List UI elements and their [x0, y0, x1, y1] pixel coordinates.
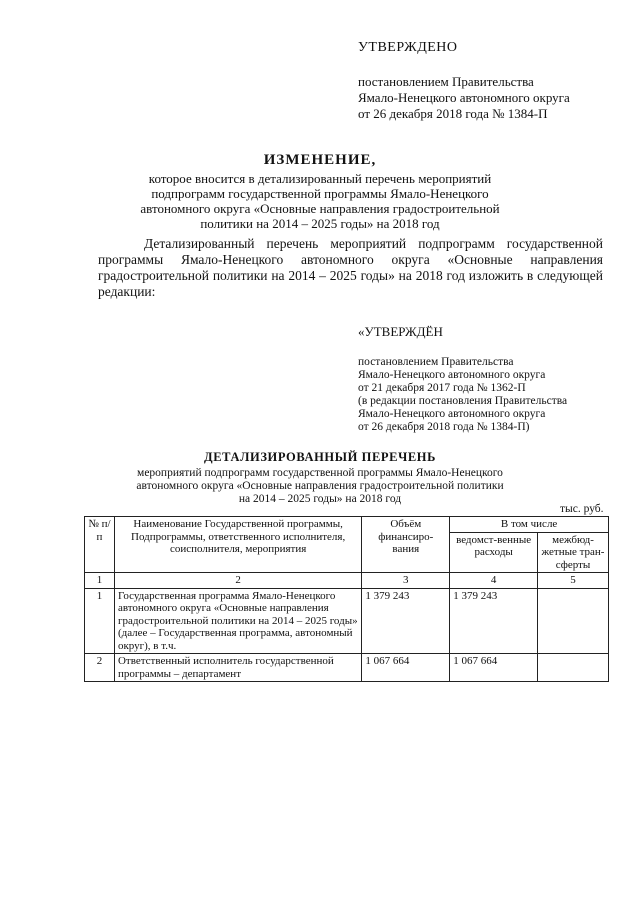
unit-label: тыс. руб. — [560, 503, 604, 515]
heading-line: политики на 2014 – 2025 годы» на 2018 год — [200, 216, 440, 231]
approval2-line: (в редакции постановления Правительства — [358, 395, 568, 407]
row-dept: 1 379 243 — [450, 588, 538, 654]
column-number: 3 — [362, 573, 450, 589]
column-number: 2 — [114, 573, 361, 589]
approval2-line: Ямало-Ненецкого автономного округа — [358, 369, 546, 381]
header-dept: ведомст-венные расходы — [450, 532, 538, 573]
approval-line: от 26 декабря 2018 года № 1384-П — [358, 106, 548, 121]
heading-line: которое вносится в детализированный перечень мероприятий — [148, 171, 492, 186]
row-num: 2 — [85, 654, 115, 682]
approval2-title: «УТВЕРЖДЁН — [358, 324, 443, 339]
document-title: ИЗМЕНЕНИЕ, — [263, 152, 377, 168]
approval2-line: от 26 декабря 2018 года № 1384-П) — [358, 421, 530, 433]
heading-line: автономного округа «Основные направления градостроительной — [140, 201, 500, 216]
column-number: 1 — [85, 573, 115, 589]
row-dept: 1 067 664 — [450, 654, 538, 682]
approval2-line: постановлением Правительства — [358, 356, 514, 368]
column-number: 4 — [450, 573, 538, 589]
list-heading — [110, 450, 530, 506]
header-inter: межбюд-жетные тран-сферты — [538, 532, 609, 573]
table-row — [85, 588, 609, 654]
row-name: Ответственный исполнитель государственной программы – департамент — [114, 654, 361, 682]
header-including: В том числе — [450, 517, 609, 533]
column-number-row — [85, 573, 609, 589]
approval2-block — [358, 324, 618, 434]
approval2-line: от 21 декабря 2017 года № 1362-П — [358, 382, 526, 394]
list-title: ДЕТАЛИЗИРОВАННЫЙ ПЕРЕЧЕНЬ — [204, 450, 436, 464]
body-paragraph: Детализированный перечень мероприятий подпрограмм государственной программы Ямало-Ненецкого автономного округа «Основные направления градостроительной политики на 2014 – 2025 годы» на 2018 год изложить в следующей редакции: — [98, 236, 603, 299]
row-volume: 1 067 664 — [362, 654, 450, 682]
table-row — [85, 654, 609, 682]
list-subtitle-line: на 2014 – 2025 годы» на 2018 год — [238, 493, 402, 505]
heading-line: подпрограмм государственной программы Ямало-Ненецкого — [151, 186, 489, 201]
header-num: № п/п — [85, 517, 115, 573]
approval-line: постановлением Правительства — [358, 74, 534, 89]
header-name: Наименование Государственной программы, Подпрограммы, ответственного исполнителя, соисполнителя, мероприятия — [114, 517, 361, 573]
row-volume: 1 379 243 — [362, 588, 450, 654]
document-heading — [60, 152, 580, 231]
list-subtitle-line: мероприятий подпрограмм государственной программы Ямало-Ненецкого — [137, 467, 503, 479]
measures-table — [84, 516, 609, 682]
header-volume: Объём финансиро-вания — [362, 517, 450, 573]
approval-block — [358, 40, 618, 122]
list-subtitle-line: автономного округа «Основные направления градостроительной политики — [136, 480, 504, 492]
approval2-line: Ямало-Ненецкого автономного округа — [358, 408, 546, 420]
approval-line: Ямало-Ненецкого автономного округа — [358, 90, 570, 105]
table-header-row — [85, 517, 609, 533]
row-num: 1 — [85, 588, 115, 654]
row-name: Государственная программа Ямало-Ненецкого автономного округа «Основные направления градостроительной политики на 2014 – 2025 годы» (далее – Государственная программа, автономный округ), в т.ч. — [114, 588, 361, 654]
body-paragraph-block — [98, 236, 603, 300]
column-number: 5 — [538, 573, 609, 589]
row-inter — [538, 654, 609, 682]
row-inter — [538, 588, 609, 654]
approval-title: УТВЕРЖДЕНО — [358, 40, 458, 55]
